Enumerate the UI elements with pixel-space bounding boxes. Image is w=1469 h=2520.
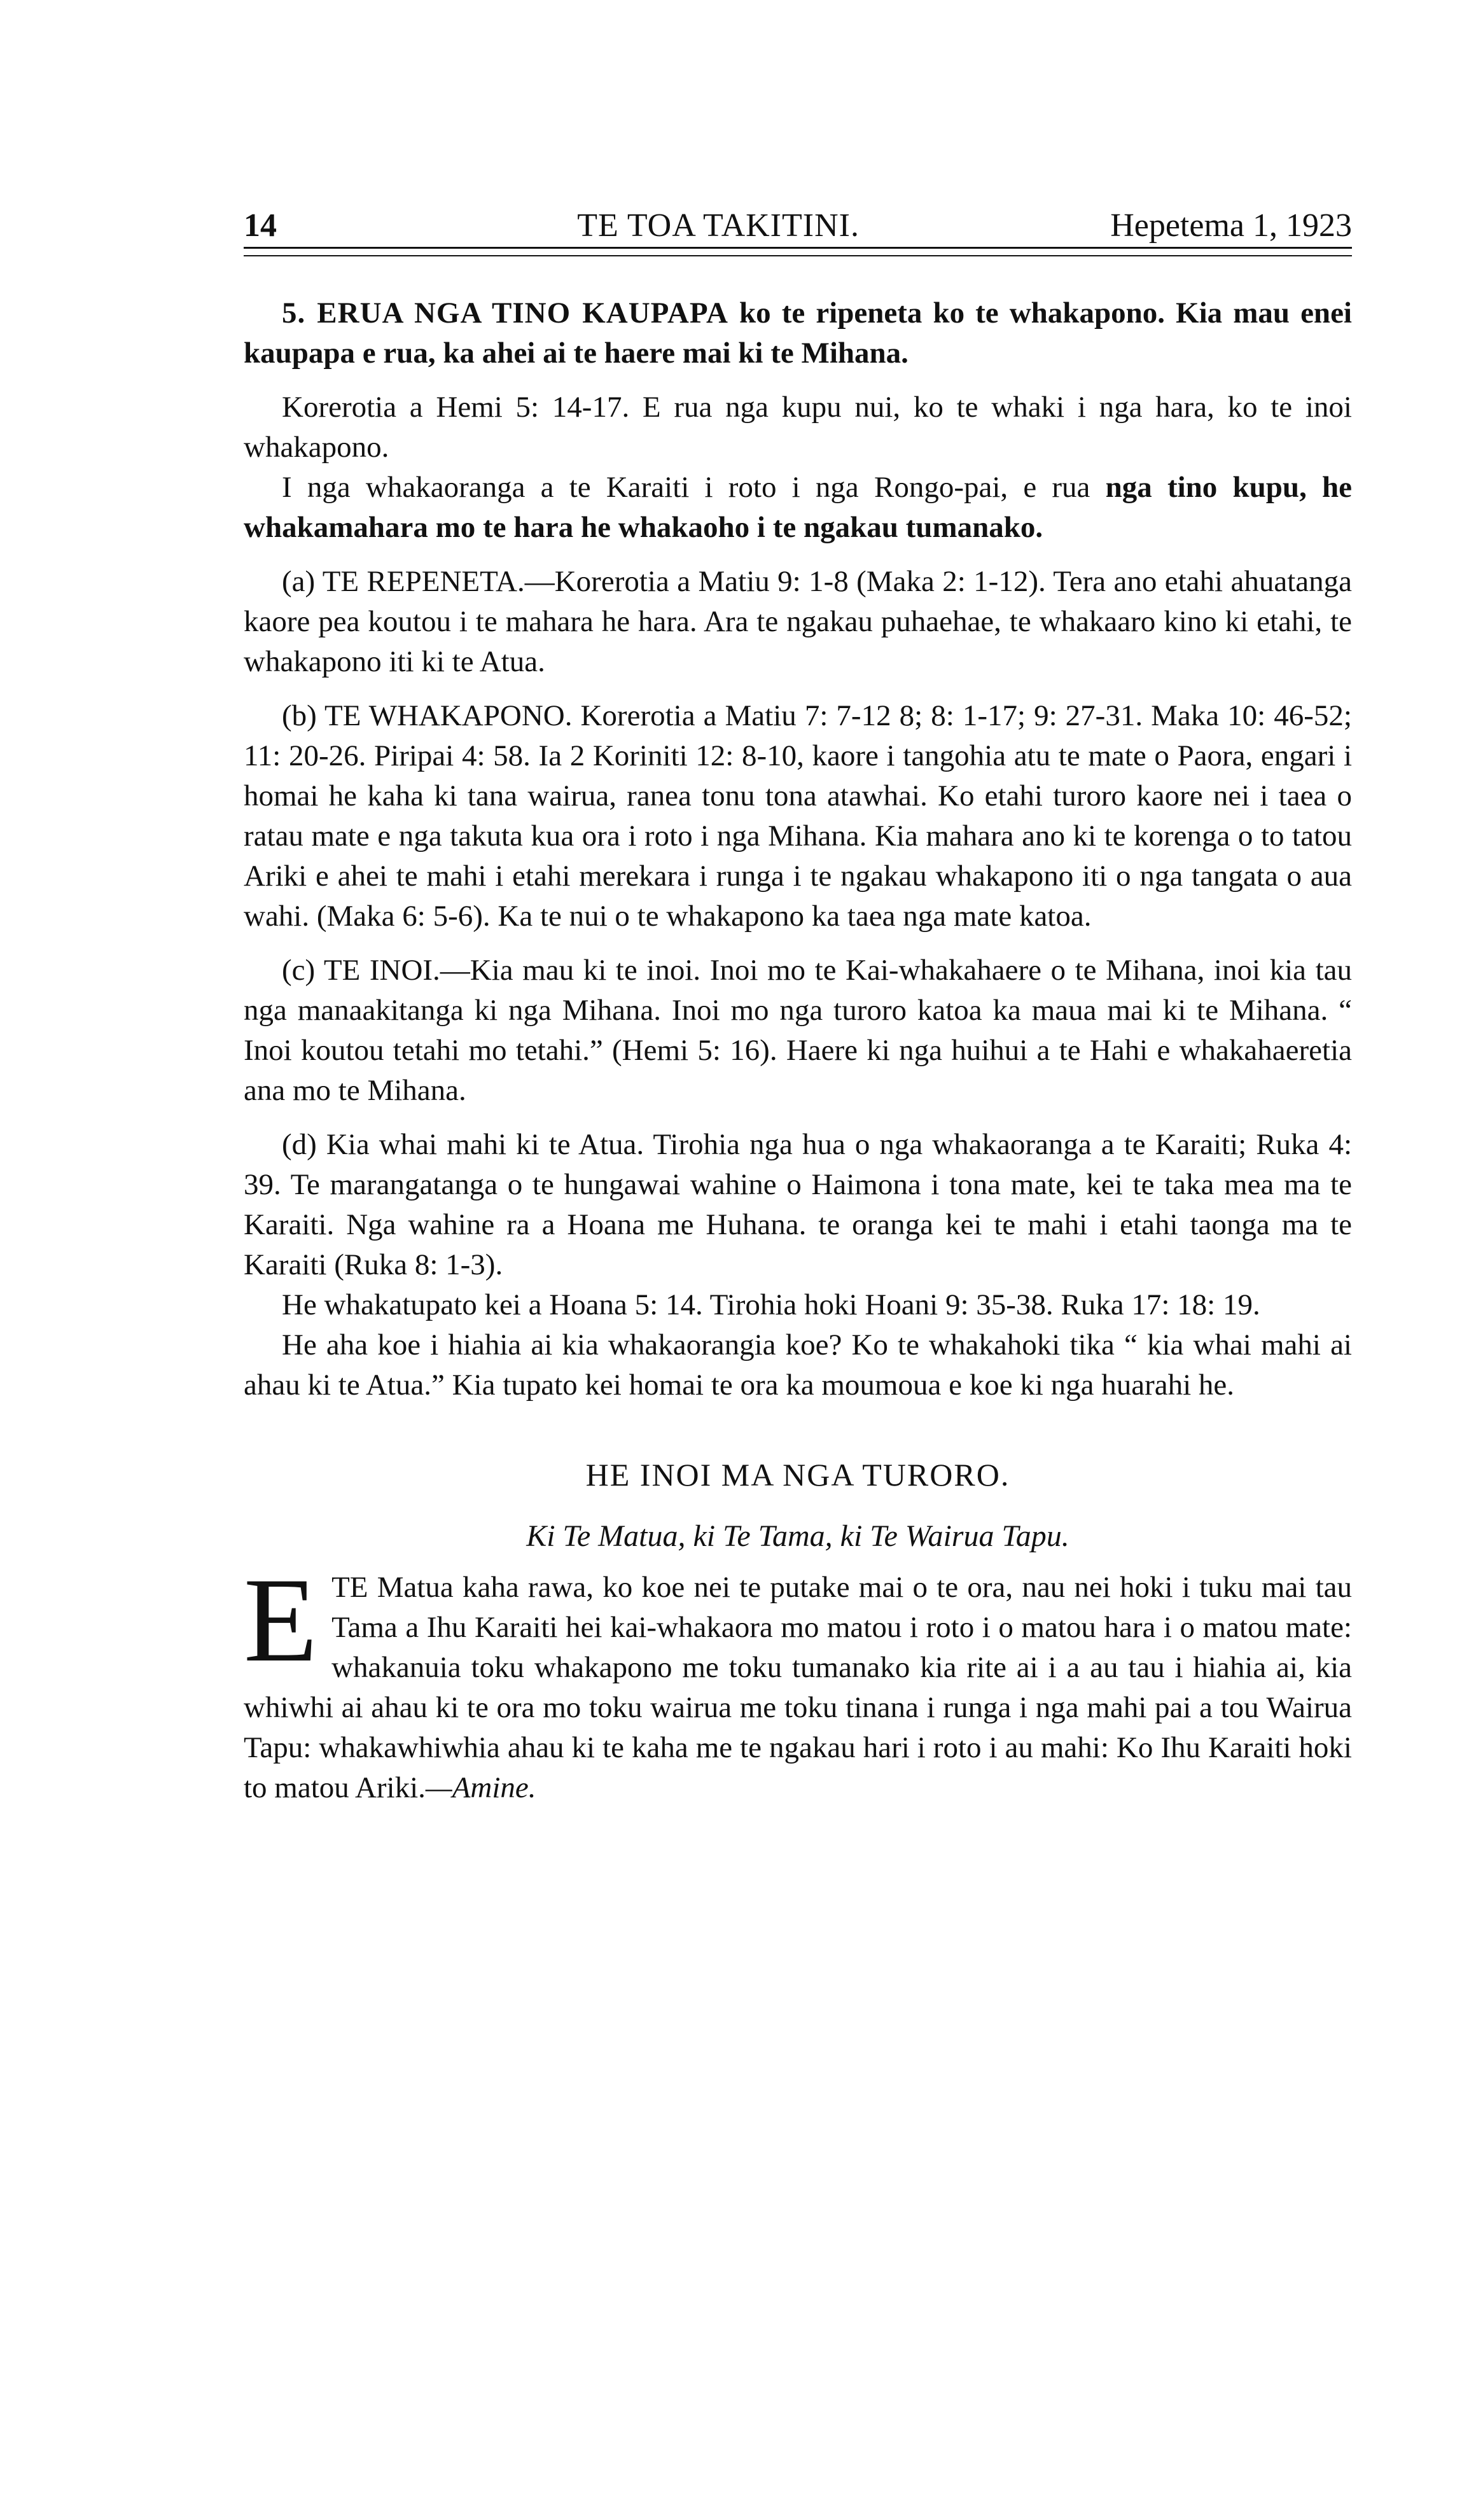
header-rule-secondary — [244, 255, 1352, 256]
closing-paragraph: He aha koe i hiahia ai kia whakaorangia koe? Ko te whakahoki tika “ kia whai mahi ai ahau ki te Atua.” Kia tupato kei homai te ora ka moumoua e koe ki nga huarahi he. — [244, 1328, 1352, 1402]
section-5-text: ko te ripeneta ko te whakapono. Kia mau enei kaupapa e rua, ka ahei ai te haere mai ki te Mihana. — [244, 296, 1352, 370]
whakatupato-paragraph: He whakatupato kei a Hoana 5: 14. Tirohia hoki Hoani 9: 35-38. Ruka 17: 18: 19. — [282, 1288, 1260, 1321]
header-rule — [244, 247, 1352, 249]
whakaoranga-bold-text: nga tino kupu, he whakamahara mo te hara he whakaoho i te ngakau tumanako. — [244, 471, 1353, 544]
inoi-paragraph — [244, 950, 1352, 1111]
whakaoranga-lead: I nga whakaoranga a te Karaiti i roto i nga Rongo-pai, e rua — [282, 471, 1090, 504]
drop-cap: E — [244, 1554, 318, 1687]
korerotia-hemi-paragraph: Korerotia a Hemi 5: 14-17. E rua nga kupu nui, ko te whaki i nga hara, ko te inoi whakapono. — [244, 391, 1352, 464]
section-5-paragraph — [244, 293, 1352, 373]
whakapono-paragraph — [244, 696, 1352, 936]
prayer-body — [244, 1554, 1352, 1808]
issue-date: Hepetema 1, 1923 — [1110, 207, 1352, 244]
running-header — [244, 207, 1352, 244]
prayer-amen: —Amine. — [425, 1771, 536, 1804]
whai-mahi-paragraph — [244, 1125, 1352, 1285]
prayer-invocation: Ki Te Matua, ki Te Tama, ki Te Wairua Tapu. — [526, 1519, 1069, 1553]
repeneta-paragraph — [244, 562, 1352, 682]
whakaoranga-paragraph — [244, 468, 1352, 548]
whai-mahi-label: (d) — [282, 1128, 326, 1161]
section-5-lead: 5. ERUA NGA TINO KAUPAPA — [282, 296, 728, 330]
article-body — [244, 293, 1352, 1405]
prayer-heading: HE INOI MA NGA TURORO. — [585, 1457, 1010, 1493]
inoi-text: —Kia mau ki te inoi. Inoi mo te Kai-whakahaere o te Mihana, inoi kia tau nga manaakitanga ki nga Mihana. Inoi mo nga turoro katoa ka maua mai ki te Mihana. “ Inoi koutou tetahi mo tetahi.” (Hemi 5: 16). Haere ki nga huihui a te Hahi e whakahaeretia ana mo te Mihana. — [244, 954, 1353, 1107]
publication-title: TE TOA TAKITINI. — [577, 207, 860, 244]
whakapono-label: (b) TE WHAKAPONO. — [282, 699, 573, 732]
repeneta-label: (a) TE REPENETA. — [282, 565, 525, 598]
prayer-text: TE Matua kaha rawa, ko koe nei te putake mai o te ora, nau nei hoki i tuku mai tau Tama a Ihu Karaiti hei kai-whakaora mo matou i roto i o matou hara i o matou mate: whakanuia toku whakapono me toku tumanako kia rite ai i a au tau i hiahia ai, kia whiwhi ai ahau ki te ora mo toku wairua me toku tinana i runga i nga mahi pai a tou Wairua Tapu: whakawhiwhia ahau ki te kaha me te ngakau hari i roto i au mahi: Ko Ihu Karaiti hoki to matou Ariki. — [244, 1571, 1352, 1804]
inoi-label: (c) TE INOI. — [282, 954, 440, 987]
page — [244, 207, 1352, 1808]
page-number: 14 — [244, 207, 277, 244]
whakapono-text: Korerotia a Matiu 7: 7-12 8; 8: 1-17; 9: 27-31. Maka 10: 46-52; 11: 20-26. Piripai 4: 58. Ia 2 Koriniti 12: 8-10, kaore i tangohia atu te mate o Paora, engari i homai he kaha ki tana wairua, ranea tonu tona atawhai. Ko etahi turoro kaore nei i taea o ratau mate e nga takuta kua ora i roto i nga Mihana. Kia mahara ano ki te korenga o to tatou Ariki e ahei te mahi i etahi merekara i runga i te ngakau whakapono iti o nga tangata o aua wahi. (Maka 6: 5-6). Ka te nui o te whakapono ka taea nga mate katoa. — [244, 699, 1352, 933]
repeneta-text: —Korerotia a Matiu 9: 1-8 (Maka 2: 1-12). Tera ano etahi ahuatanga kaore pea koutou i te mahara he hara. Ara te ngakau puhaehae, te whakaaro kino ki etahi, te whakapono iti ki te Atua. — [244, 565, 1352, 678]
whai-mahi-text: Kia whai mahi ki te Atua. Tirohia nga hua o nga whakaoranga a te Karaiti; Ruka 4: 39. Te marangatanga o te hungawai wahine o Haimona i tona mate, kei te taka mea ma te Karaiti. Nga wahine ra a Hoana me Huhana. te oranga kei te mahi i etahi taonga ma te Karaiti (Ruka 8: 1-3). — [244, 1128, 1352, 1281]
